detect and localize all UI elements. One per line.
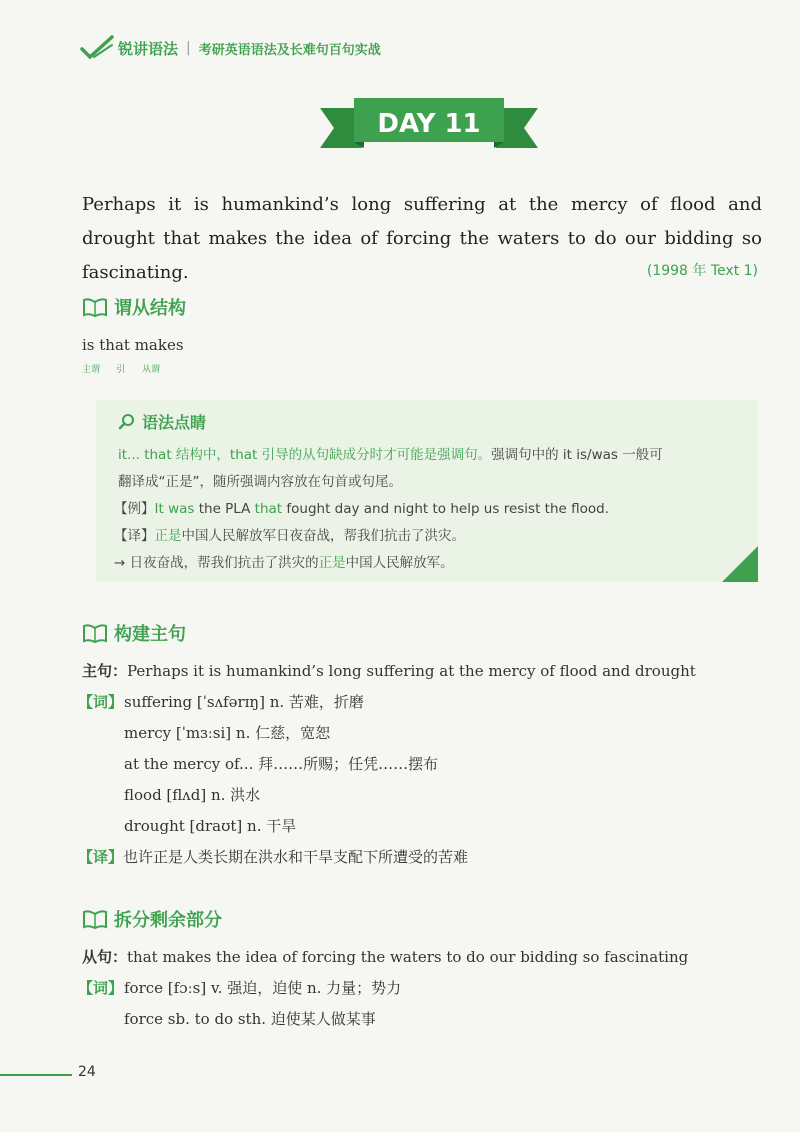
- alternative-post: 中国人民解放军。: [345, 555, 454, 571]
- example-mid: the PLA: [194, 501, 255, 517]
- vocab-item: mercy [ˈmɜːsi] n. 仁慈，宽恕: [124, 724, 331, 742]
- series-logo-text: 锐讲语法: [118, 39, 179, 58]
- open-book-icon: [82, 908, 108, 930]
- main-clause-label: 主句：: [82, 662, 128, 680]
- header-separator: |: [186, 40, 191, 56]
- grammar-example: [114, 497, 609, 517]
- section-title: 拆分剩余部分: [114, 910, 222, 931]
- vocab-item: suffering [ˈsʌfərɪŋ] n. 苦难，折磨: [124, 693, 364, 711]
- sub-clause-text: that makes the idea of forcing the waters to do our bidding so fascinating: [127, 948, 689, 966]
- running-header: [80, 34, 381, 62]
- vocab-item: drought [draʊt] n. 干旱: [124, 817, 297, 835]
- section-main-clause-heading: [82, 620, 186, 646]
- section-title: 构建主句: [114, 624, 186, 645]
- day-banner: [318, 86, 540, 152]
- section-remaining-heading: [82, 906, 222, 932]
- section-title: 谓从结构: [114, 298, 186, 319]
- translation-highlight: 正是: [154, 528, 182, 544]
- vocab-item: force [fɔːs] v. 强迫，迫使 n. 力量；势力: [124, 979, 402, 997]
- open-book-icon: [82, 622, 108, 644]
- vocab-item: force sb. to do sth. 迫使某人做某事: [124, 1010, 376, 1028]
- grammar-title: 语法点睛: [142, 413, 207, 432]
- open-book-icon: [82, 296, 108, 318]
- example-rest: fought day and night to help us resist the flood.: [282, 501, 609, 517]
- alternative-pre: → 日夜奋战，帮我们抗击了洪灾的: [114, 555, 319, 571]
- translation-label: 【译】: [114, 528, 155, 544]
- footer-rule: [0, 1074, 72, 1076]
- main-clause-line: [82, 660, 696, 681]
- main-translation-text: 也许正是人类长期在洪水和干旱支配下所遭受的苦难: [123, 848, 469, 866]
- checkmark-pen-icon: [80, 35, 114, 61]
- remaining-word-label: 【词】: [78, 979, 124, 997]
- predicate-label-clause-verb: 从谓: [142, 365, 161, 375]
- grammar-line-2: 翻译成“正是”，随所强调内容放在句首或句尾。: [118, 474, 402, 490]
- main-word-label: 【词】: [78, 693, 124, 711]
- vocab-item: at the mercy of... 拜……所赐；任凭……摆布: [124, 755, 439, 773]
- example-highlight-1: It was: [154, 501, 195, 517]
- predicate-line: is that makes: [82, 336, 184, 354]
- day-banner-text: DAY 11: [377, 109, 481, 139]
- grammar-rule-rest: 强调句中的 it is/was 一般可: [491, 447, 663, 463]
- predicate-label-introducer: 引: [116, 365, 126, 375]
- sentence-source: (1998 年 Text 1): [646, 263, 758, 279]
- main-clause-text: Perhaps it is humankind’s long suffering at the mercy of flood and drought: [127, 662, 696, 680]
- box-corner-fold: [722, 546, 758, 582]
- grammar-rule-highlight: it... that 结构中，that 引导的从句缺成分时才可能是强调句。: [118, 447, 492, 463]
- vocab-item: flood [flʌd] n. 洪水: [124, 786, 261, 804]
- sub-clause-label: 从句：: [82, 948, 128, 966]
- target-sentence: Perhaps it is humankind’s long suffering at the mercy of flood and drought that makes the idea of forcing the waters to do our bidding so fascinating.: [82, 194, 762, 283]
- main-translation-line: [78, 846, 468, 867]
- grammar-heading: [118, 410, 206, 433]
- translation-rest: 中国人民解放军日夜奋战，帮我们抗击了洪灾。: [181, 528, 465, 544]
- example-highlight-2: that: [254, 501, 283, 517]
- page-number: 24: [78, 1064, 96, 1080]
- grammar-translation: [114, 524, 465, 544]
- main-translation-label: 【译】: [78, 848, 124, 866]
- magnifier-icon: [118, 413, 136, 431]
- book-subtitle: 考研英语语法及长难句百句实战: [198, 42, 381, 58]
- grammar-alternative: [114, 551, 454, 571]
- section-predicate-heading: [82, 294, 186, 320]
- predicate-label-subject-verb: 主谓: [82, 365, 101, 375]
- alternative-highlight: 正是: [318, 555, 346, 571]
- grammar-line-1: [118, 443, 663, 463]
- example-label: 【例】: [114, 501, 155, 517]
- sub-clause-line: [82, 946, 688, 967]
